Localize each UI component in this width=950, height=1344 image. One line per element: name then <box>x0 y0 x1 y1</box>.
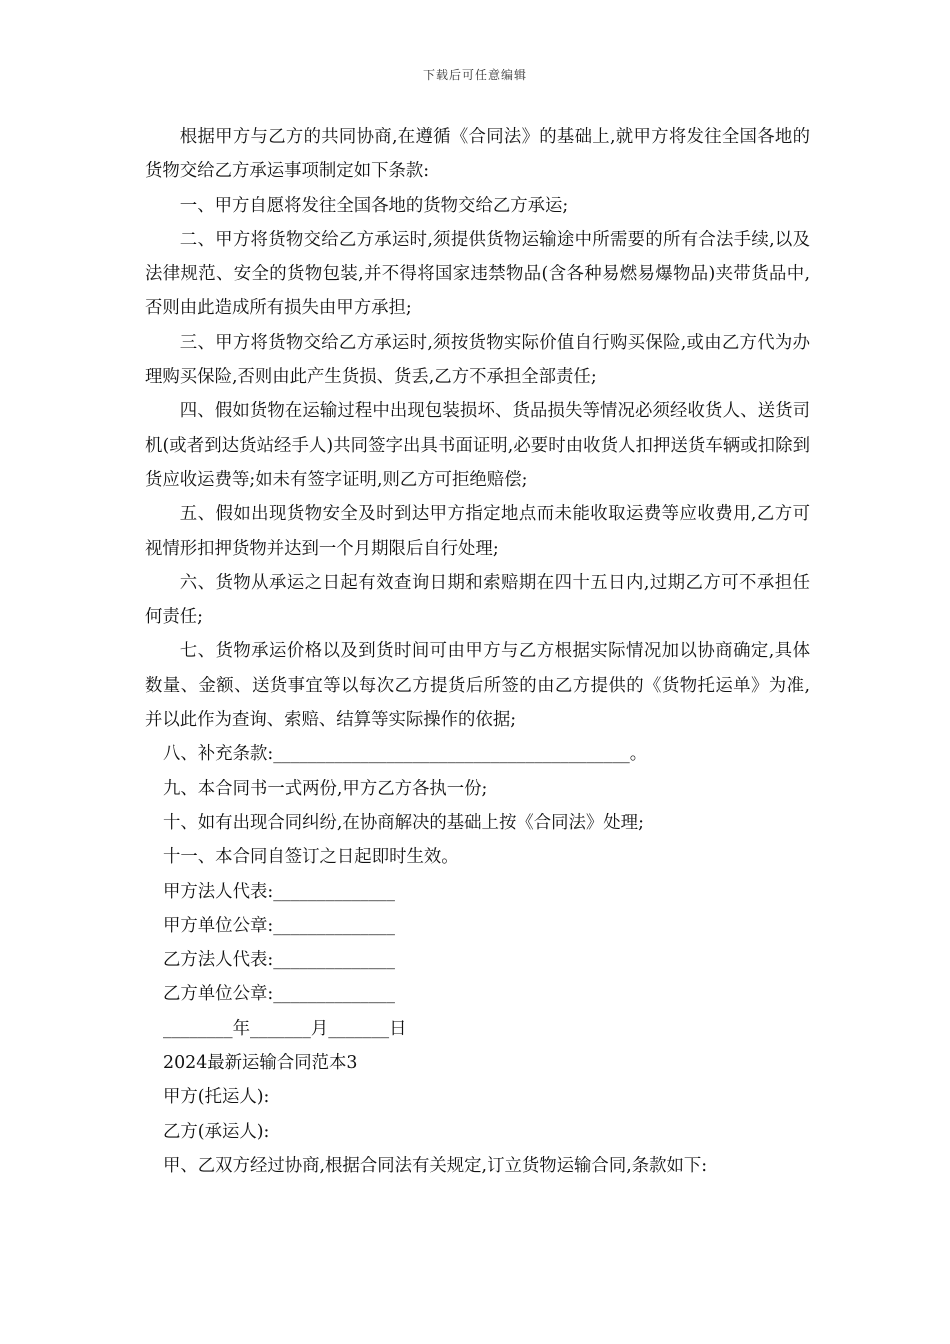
party-b-seal-line: 乙方单位公章:______________ <box>163 984 395 1005</box>
clause-10: 十、如有出现合同纠纷,在协商解决的基础上按《合同法》处理; <box>163 812 644 833</box>
contract-preamble: 甲、乙双方经过协商,根据合同法有关规定,订立货物运输合同,条款如下: <box>163 1155 708 1176</box>
date-line: ________年_______月_______日 <box>163 1018 407 1039</box>
clause-2: 二、甲方将货物交给乙方承运时,须提供货物运输途中所需要的所有合法手续,以及法律规范、安全的货物包装,并不得将国家违禁物品(含各种易燃易爆物品)夹带货品中,否则由此造成所有损失由甲方承担; <box>145 229 810 319</box>
page-header-note: 下载后可任意编辑 <box>422 68 527 82</box>
clause-5: 五、假如出现货物安全及时到达甲方指定地点而未能收取运费等应收费用,乙方可视情形扣押货物并达到一个月期限后自行处理; <box>145 504 810 559</box>
party-a-shipper: 甲方(托运人): <box>163 1087 270 1108</box>
section-title: 2024最新运输合同范本3 <box>163 1053 358 1074</box>
party-b-representative-line: 乙方法人代表:______________ <box>163 950 395 971</box>
clause-1: 一、甲方自愿将发往全国各地的货物交给乙方承运; <box>179 195 569 216</box>
clause-11: 十一、本合同自签订之日起即时生效。 <box>163 847 459 868</box>
party-a-seal-line: 甲方单位公章:______________ <box>163 915 395 936</box>
clause-3: 三、甲方将货物交给乙方承运时,须按货物实际价值自行购买保险,或由乙方代为办理购买保险,否则由此产生货损、货丢,乙方不承担全部责任; <box>145 332 810 388</box>
clause-9: 九、本合同书一式两份,甲方乙方各执一份; <box>163 778 488 799</box>
contract-intro: 根据甲方与乙方的共同协商,在遵循《合同法》的基础上,就甲方将发往全国各地的货物交给乙方承运事项制定如下条款: <box>145 127 810 182</box>
clause-8-supplementary: 八、补充条款:_________________________________________。 <box>163 744 648 765</box>
clause-7: 七、货物承运价格以及到货时间可由甲方与乙方根据实际情况加以协商确定,具体数量、金额、送货事宜等以每次乙方提货后所签的由乙方提供的《货物托运单》为准,并以此作为查询、索赔、结算等实际操作的依据; <box>145 641 810 731</box>
contract-body <box>145 120 810 1183</box>
clause-4: 四、假如货物在运输过程中出现包装损坏、货品损失等情况必须经收货人、送货司机(或者到达货站经手人)共同签字出具书面证明,必要时由收货人扣押送货车辆或扣除到货应收运费等;如未有签字证明,则乙方可拒绝赔偿; <box>145 401 810 490</box>
party-a-representative-line: 甲方法人代表:______________ <box>163 881 395 902</box>
party-b-carrier: 乙方(承运人): <box>163 1121 270 1142</box>
clause-6: 六、货物从承运之日起有效查询日期和索赔期在四十五日内,过期乙方可不承担任何责任; <box>145 572 810 628</box>
